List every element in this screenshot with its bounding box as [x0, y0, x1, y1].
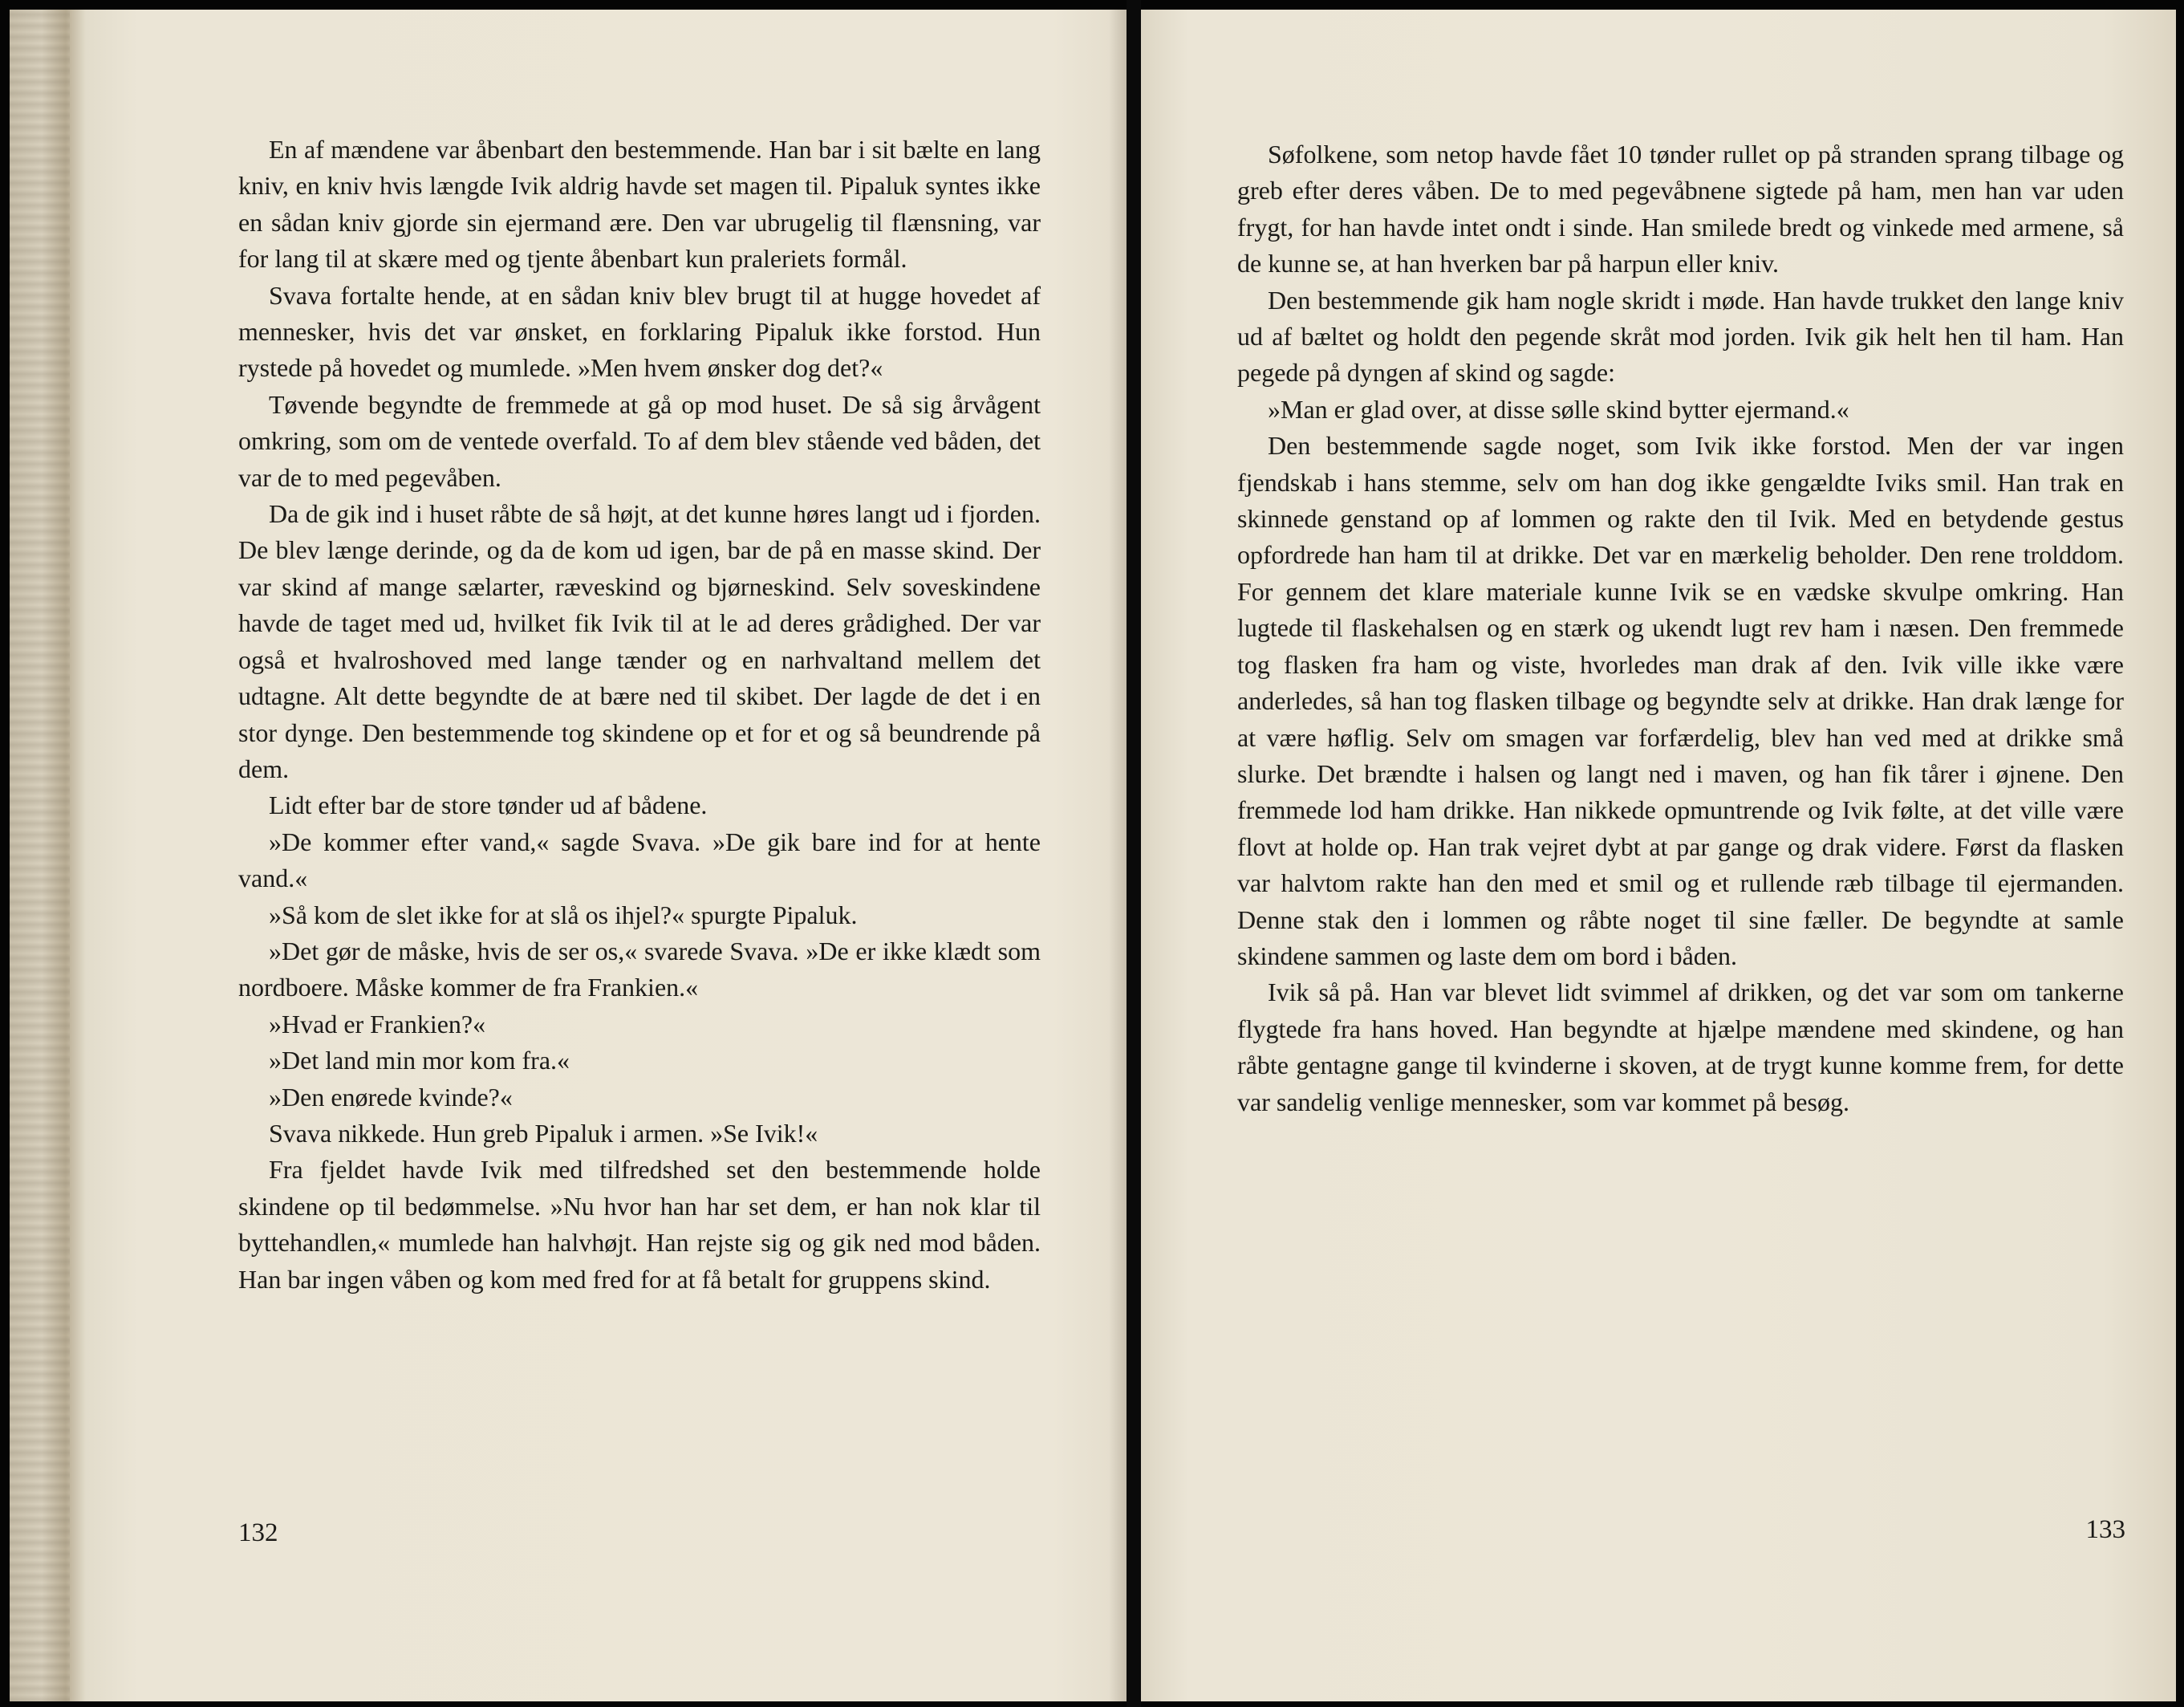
paragraph: Da de gik ind i huset råbte de så højt, at det kunne høres langt ud i fjorden. De blev længe derinde, og da de kom ud igen, bar de på en masse skind. Der var skind af mange sælarter, ræveskind og bjørneskind. Selv soveskindene havde de taget med ud, hvilket fik Ivik til at le ad deres grådighed. Der var også et hvalroshoved med lange tænder og en narhvaltand mellem det udtagne. Alt dette begyndte de at bære ned til skibet. Der lagde de det i en stor dynge. Den bestemmende tog skindene op et for et og så beundrende på dem.: [238, 499, 1041, 783]
paragraph: »Det gør de måske, hvis de ser os,« svarede Svava. »De er ikke klædt som nordboere. Måske kommer de fra Frankien.«: [238, 936, 1041, 1002]
paragraph: Svava nikkede. Hun greb Pipaluk i armen. »Se Ivik!«: [269, 1118, 818, 1148]
paragraph: »Så kom de slet ikke for at slå os ihjel?« spurgte Pipaluk.: [269, 900, 858, 929]
book-gutter: [1127, 0, 1141, 1707]
paragraph: Den bestemmende sagde noget, som Ivik ikke forstod. Men der var ingen fjendskab i hans stemme, selv om han dog ikke gengældte Iviks smil. Han trak en skinnede genstand op af lommen og rakte den til Ivik. Med en betydende gestus opfordrede han ham til at drikke. Det var en mærkelig beholder. Den rene trolddom. For gennem det klare materiale kunne Ivik se en vædske skvulpe omkring. Han lugtede til flaskehalsen og en stærk og ukendt lugt rev ham i næsen. Den fremmede tog flasken fra ham og viste, hvorledes man drak af den. Ivik ville ikke være anderledes, så han tog flasken tilbage og begyndte selv at drikke. Han drak længe for at være høflig. Selv om smagen var forfærdelig, blev han ved med at drikke små slurke. Det brændte i halsen og langt ned i maven, og han fik tårer i øjnene. Den fremmede lod ham drikke. Han nikkede opmuntrende og Ivik følte, at det ville være flovt at holde op. Han trak vejret dybt at par gange og drak videre. Først da flasken var halvtom rakte han den med et smil og et rullende ræb tilbage til ejermanden. Denne stak den i lommen og råbte noget til sine fæller. De begyndte at samle skindene sammen og laste dem om bord i båden.: [1237, 431, 2124, 970]
paragraph: Søfolkene, som netop havde fået 10 tønder rullet op på stranden sprang tilbage og greb efter deres våben. De to med pegevåbnene sigtede på ham, men han var uden frygt, for han havde intet ondt i sinde. Han smilede bredt og vinkede med armene, så de kunne se, at han hverken bar på harpun eller kniv.: [1237, 140, 2124, 278]
right-page: [1141, 10, 2176, 1701]
page-number: 132: [238, 1518, 278, 1547]
paragraph: Ivik så på. Han var blevet lidt svimmel af drikken, og det var som om tankerne flygtede fra hans hoved. Han begyndte at hjælpe mændene med skindene, og han råbte gentagne gange til kvinderne i skoven, at de trygt kunne komme frem, for dette var sandelig venlige mennesker, som var kommet på besøg.: [1237, 977, 2124, 1116]
paragraph: Den bestemmende gik ham nogle skridt i møde. Han havde trukket den lange kniv ud af bæltet og holdt den pegende skråt mod jorden. Ivik gik helt hen til ham. Han pegede på dyngen af skind og sagde:: [1237, 285, 2124, 388]
paragraph: Fra fjeldet havde Ivik med tilfredshed set den bestemmende holde skindene op til bedømmelse. »Nu hvor han har set dem, er han nok klar til byttehandlen,« mumlede han halvhøjt. Han rejste sig og gik ned mod båden. Han bar ingen våben og kom med fred for at få betalt for gruppens skind.: [238, 1155, 1041, 1294]
right-page-body: [1237, 136, 2124, 1120]
paragraph: »De kommer efter vand,« sagde Svava. »De gik bare ind for at hente vand.«: [238, 827, 1041, 893]
book-spine-edge: [10, 10, 70, 1701]
paragraph: »Hvad er Frankien?«: [269, 1009, 486, 1038]
paragraph: Lidt efter bar de store tønder ud af bådene.: [269, 791, 708, 820]
paragraph: En af mændene var åbenbart den bestemmende. Han bar i sit bælte en lang kniv, en kniv hvis længde Ivik aldrig havde set magen til. Pipaluk syntes ikke en sådan kniv gjorde sin ejermand ære. Den var ubrugelig til flænsning, var for lang til at skære med og tjente åbenbart kun praleriets formål.: [238, 135, 1041, 274]
left-page: [10, 10, 1127, 1701]
left-page-body: [238, 132, 1041, 1298]
paragraph: Tøvende begyndte de fremmede at gå op mod huset. De så sig årvågent omkring, som om de ventede overfald. To af dem blev stående ved båden, det var de to med pegevåben.: [238, 389, 1041, 492]
page-gutter-shadow: [1109, 10, 1127, 1701]
paragraph: Svava fortalte hende, at en sådan kniv blev brugt til at hugge hovedet af mennesker, hvis det var ønsket, en forklaring Pipaluk ikke forstod. Hun rystede på hovedet og mumlede. »Men hvem ønsker dog det?«: [238, 280, 1041, 383]
paragraph: »Den enørede kvinde?«: [269, 1082, 513, 1112]
page-number: 133: [2085, 1515, 2125, 1544]
paragraph: »Det land min mor kom fra.«: [269, 1046, 570, 1075]
paragraph: »Man er glad over, at disse sølle skind bytter ejermand.«: [1268, 394, 1849, 424]
